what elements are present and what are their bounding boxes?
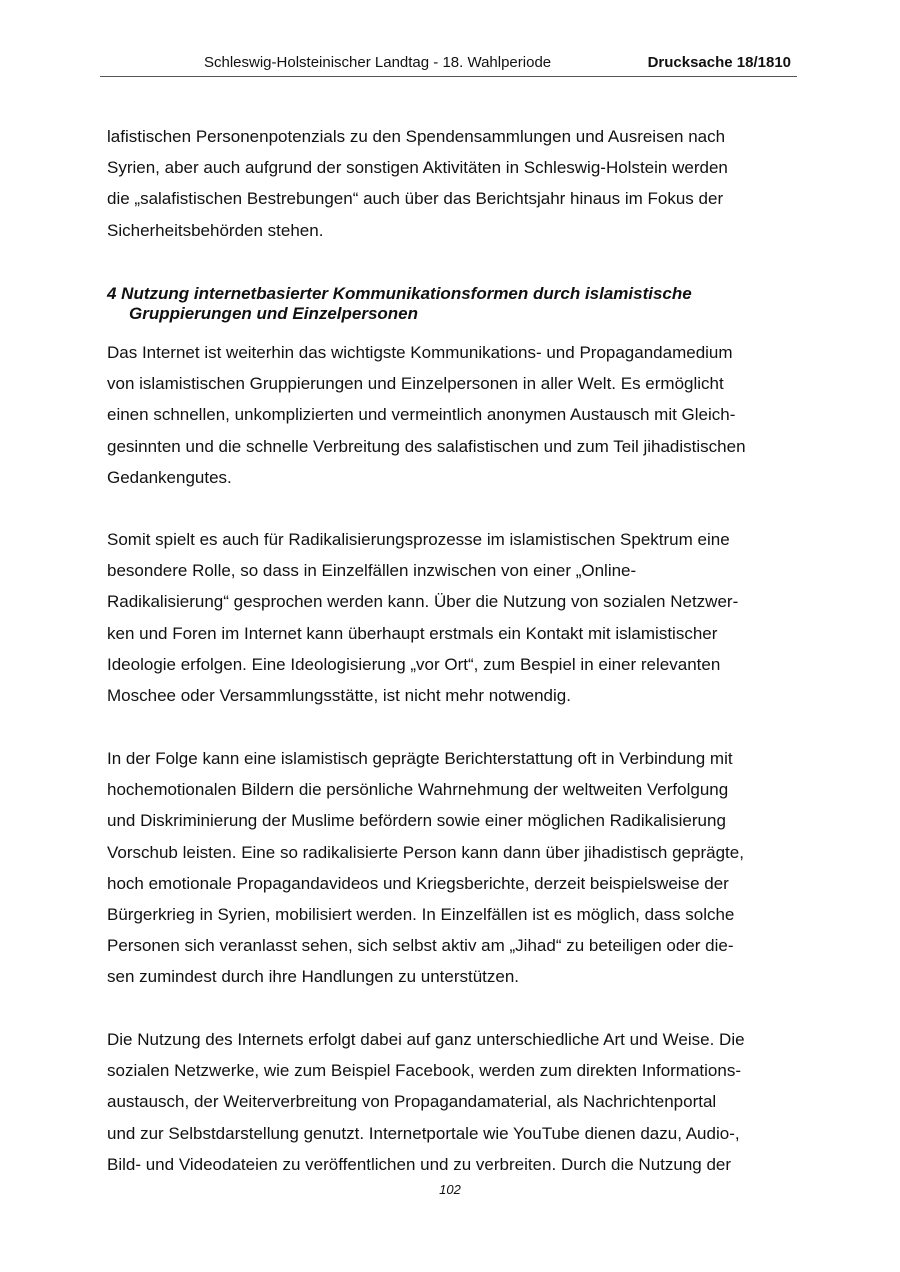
text-line: von islamistischen Gruppierungen und Einzelpersonen in aller Welt. Es ermöglicht — [107, 374, 724, 394]
header-title: Schleswig-Holsteinischer Landtag - 18. Wahlperiode — [204, 54, 552, 71]
paragraph-internet-medium — [107, 337, 797, 493]
text-line: Die Nutzung des Internets erfolgt dabei auf ganz unterschiedliche Art und Weise. Die — [107, 1030, 745, 1049]
text-line: ken und Foren im Internet kann überhaupt erstmals ein Kontakt mit islamistischer — [107, 623, 718, 643]
text-line: In der Folge kann eine islamistisch geprägte Berichterstattung oft in Verbindung mit — [107, 749, 733, 768]
section-heading-line: Gruppierungen und Einzelpersonen — [129, 304, 419, 323]
text-line: Sicherheitsbehörden stehen. — [107, 220, 324, 240]
text-line: die „salafistischen Bestrebungen“ auch über das Berichtsjahr hinaus im Fokus der — [107, 189, 724, 209]
text-line: Bürgerkrieg in Syrien, mobilisiert werden. In Einzelfällen ist es möglich, dass solche — [107, 905, 735, 925]
text-line: austausch, der Weiterverbreitung von Propagandamaterial, als Nachrichtenportal — [107, 1092, 717, 1112]
text-line: lafistischen Personenpotenzials zu den Spendensammlungen und Ausreisen nach — [107, 127, 726, 146]
text-line: besondere Rolle, so dass in Einzelfällen inzwischen von einer „Online- — [107, 561, 637, 581]
text-line: Somit spielt es auch für Radikalisierungsprozesse im islamistischen Spektrum eine — [107, 530, 730, 549]
paragraph-internet-usage — [107, 1024, 797, 1180]
text-line: sen zumindest durch ihre Handlungen zu unterstützen. — [107, 967, 520, 987]
text-line: sozialen Netzwerke, wie zum Beispiel Facebook, werden zum direkten Informations- — [107, 1061, 741, 1081]
text-line: hochemotionalen Bildern die persönliche Wahrnehmung der weltweiten Verfolgung — [107, 780, 729, 800]
text-line: Syrien, aber auch aufgrund der sonstigen Aktivitäten in Schleswig-Holstein werden — [107, 158, 728, 178]
text-line: Moschee oder Versammlungsstätte, ist nicht mehr notwendig. — [107, 686, 571, 706]
paragraph-radicalisation — [107, 524, 797, 711]
text-line: Personen sich veranlasst sehen, sich selbst aktiv am „Jihad“ zu beteiligen oder die- — [107, 936, 734, 956]
text-line: Das Internet ist weiterhin das wichtigste Kommunikations- und Propagandamedium — [107, 343, 733, 362]
page-number: 102 — [439, 1182, 461, 1197]
text-line: hoch emotionale Propagandavideos und Kriegsberichte, derzeit beispielsweise der — [107, 873, 729, 893]
document-number: Drucksache 18/1810 — [647, 54, 791, 71]
text-line: Gedankengutes. — [107, 467, 232, 487]
paragraph-intro — [107, 121, 797, 246]
section-heading — [107, 284, 797, 324]
text-line: einen schnellen, unkomplizierten und vermeintlich anonymen Austausch mit Gleich- — [107, 405, 736, 425]
text-line: gesinnten und die schnelle Verbreitung des salafistischen und zum Teil jihadistischen — [107, 436, 746, 456]
text-line: und Diskriminierung der Muslime befördern sowie einer möglichen Radikalisierung — [107, 811, 726, 831]
section-heading-line: 4 Nutzung internetbasierter Kommunikationsformen durch islamistische — [107, 284, 692, 303]
text-line: Bild- und Videodateien zu veröffentlichen und zu verbreiten. Durch die Nutzung der — [107, 1154, 732, 1174]
paragraph-consequences — [107, 743, 797, 993]
text-line: Vorschub leisten. Eine so radikalisierte Person kann dann über jihadistisch geprägte, — [107, 842, 744, 862]
text-line: und zur Selbstdarstellung genutzt. Internetportale wie YouTube dienen dazu, Audio-, — [107, 1123, 740, 1143]
text-line: Radikalisierung“ gesprochen werden kann. Über die Nutzung von sozialen Netzwer- — [107, 592, 739, 612]
text-line: Ideologie erfolgen. Eine Ideologisierung „vor Ort“, zum Bespiel in einer relevanten — [107, 654, 721, 674]
page-header — [100, 50, 797, 77]
